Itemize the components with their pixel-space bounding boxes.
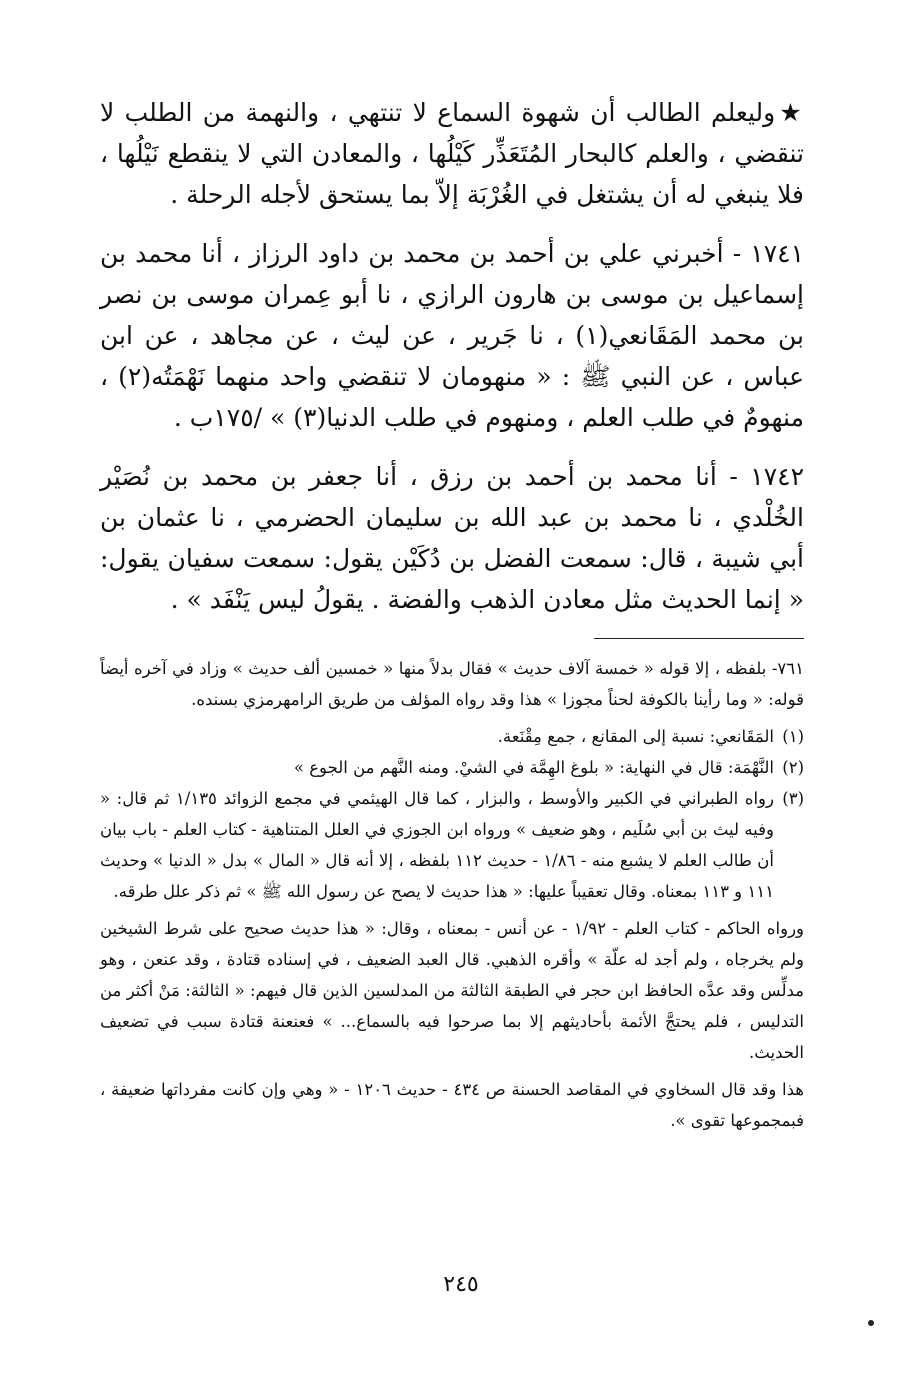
- margin-dot: [868, 1320, 874, 1326]
- footnote-2-text: النَّهْمَة: قال في النهاية: « بلوغ الهِمَّة في الشيْ. ومنه النَّهم من الجوع »: [293, 758, 774, 777]
- footnote-1-text: المَقَانعي: نسبة إلى المقانع ، جمع مِقْنَعة.: [497, 727, 774, 746]
- page-content: [100, 92, 804, 1142]
- hadith-1742: ١٧٤٢ - أنا محمد بن أحمد بن رزق ، أنا جعفر بن محمد بن نُصَيْر الخُلْدي ، نا محمد بن عبد الله بن سليمان الحضرمي ، نا عثمان بن أبي شيبة ، قال: سمعت الفضل بن دُكَيْن يقول: سمعت سفيان يقول: « إنما الحديث مثل معادن الذهب والفضة . يقولُ ليس يَنْفَد » .: [100, 462, 804, 614]
- footnotes: [100, 653, 804, 1136]
- star-marker: ★: [779, 98, 804, 127]
- main-text: [100, 92, 804, 620]
- footnote-3: [100, 783, 804, 907]
- footnote-2-number: (٢): [782, 758, 804, 777]
- page-number: ٢٤٥: [443, 1272, 479, 1297]
- footnote-3-number: (٣): [782, 789, 804, 808]
- note-hakim: ورواه الحاكم - كتاب العلم - ١/٩٢ - عن أنس - بمعناه ، وقال: « هذا حديث صحيح على شرط الشيخين ولم يخرجاه ، ولم أجد له علّة » وأقره الذهبي. قال العبد الضعيف ، في إسناده قتادة ، وقد عنعن ، وهو مدلِّس وقد عدَّه الحافظ ابن حجر في الطبقة الثالثة من المدلسين الذين قال فيهم: « الثالثة: مَنْ أكثر من التدليس ، فلم يحتجَّ الأئمة بأحاديثهم إلا بما صرحوا فيه بالسماع... » فعنعنة قتادة سبب في تضعيف الحديث.: [100, 919, 804, 1062]
- hadith-1741: ١٧٤١ - أخبرني علي بن أحمد بن محمد بن داود الرزاز ، أنا محمد بن إسماعيل بن موسى بن هارون الرازي ، نا أبو عِمران موسى بن نصر بن محمد المَقَانعي(١) ، نا جَرير ، عن ليث ، عن مجاهد ، عن ابن عباس ، عن النبي ﷺ : « منهومان لا تنقضي واحد منهما نَهْمَتُه(٢) ، منهومٌ في طلب العلم ، ومنهوم في طلب الدنيا(٣) » /١٧٥ب .: [100, 239, 804, 432]
- paragraph-intro-text: وليعلم الطالب أن شهوة السماع لا تنتهي ، والنهمة من الطلب لا تنقضي ، والعلم كالبحار المُتَعَذِّر كَيْلُها ، والمعادن التي لا ينقطع نَيْلُها ، فلا ينبغي له أن يشتغل في الغُرْبَة إلاّ بما يستحق لأجله الرحلة .: [100, 98, 804, 209]
- note-sakhawi: هذا وقد قال السخاوي في المقاصد الحسنة ص ٤٣٤ - حديث ١٢٠٦ - « وهي وإن كانت مفرداتها ضعيفة ، فبمجموعها تقوى ».: [100, 1080, 805, 1130]
- footnote-2: [100, 752, 804, 783]
- footnote-separator: [594, 638, 804, 639]
- paragraph-intro: [100, 92, 804, 215]
- footnote-1: [100, 721, 804, 752]
- note-761: ٧٦١- بلفظه ، إلا قوله « خمسة آلاف حديث » فقال بدلاً منها « خمسين ألف حديث » وزاد في آخره أيضاً قوله: « وما رأينا بالكوفة لحناً مجوزا » هذا وقد رواه المؤلف من طريق الرامهرمزي بسنده.: [100, 659, 804, 709]
- footnote-1-number: (١): [782, 727, 804, 746]
- footnote-3-text: رواه الطبراني في الكبير والأوسط ، والبزار ، كما قال الهيثمي في مجمع الزوائد ١/١٣٥ ثم قال: « وفيه ليث بن أبي سُلَيم ، وهو ضعيف » ورواه ابن الجوزي في العلل المتناهية - كتاب العلم - باب بيان أن طالب العلم لا يشبع منه - ١/٨٦ - حديث ١١٢ بلفظه ، إلا أنه قال « المال » بدل « الدنيا » وحديث ١١١ و ١١٣ بمعناه. وقال تعقيباً عليها: « هذا حديث لا يصح عن رسول الله ﷺ » ثم ذكر علل طرقه.: [100, 789, 774, 901]
